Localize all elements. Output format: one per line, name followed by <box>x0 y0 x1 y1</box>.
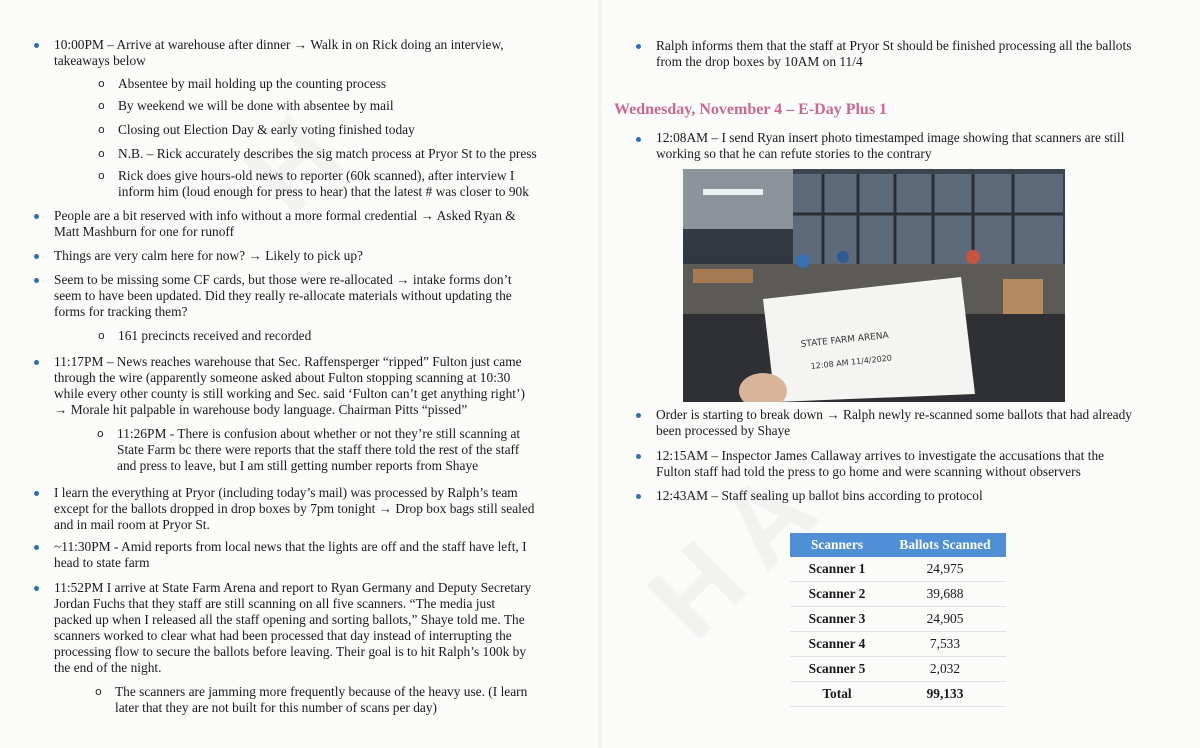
sub-bullet-marker: o <box>98 77 105 90</box>
scanner-name-cell: Scanner 3 <box>790 607 884 632</box>
bullet-marker <box>34 491 39 496</box>
table-header-scanners: Scanners <box>790 533 884 557</box>
bullet-text <box>656 488 983 504</box>
bullet-marker <box>34 43 39 48</box>
bullet-marker <box>34 214 39 219</box>
timestamped-photo <box>683 169 1065 402</box>
text-line: State Farm bc there were reports that the staff there told the rest of the staff <box>117 442 520 457</box>
text-line: Rick does give hours-old news to reporter (60k scanned), after interview I <box>118 168 515 183</box>
sub-bullet-text <box>118 168 529 200</box>
text-line: forms for tracking them? <box>54 304 188 319</box>
text-line: ~11:30PM - Amid reports from local news that the lights are off and the staff have left, I <box>54 539 527 554</box>
text-line: except for the ballots dropped in drop boxes by 7pm tonight → Drop box bags still sealed <box>54 501 535 516</box>
bullet-marker <box>636 454 641 459</box>
text-line: 11:52PM I arrive at State Farm Arena and report to Ryan Germany and Deputy Secretary <box>54 580 532 595</box>
text-line: Jordan Fuchs that they staff are still scanning on all five scanners. “The media just <box>54 596 496 611</box>
text-line: been processed by Shaye <box>656 423 791 438</box>
total-value-cell: 99,133 <box>884 682 1006 707</box>
text-line: 11:17PM – News reaches warehouse that Sec. Raffensperger “ripped” Fulton just came <box>54 354 522 369</box>
text-line: through the wire (apparently someone asked about Fulton stopping scanning at 10:30 <box>54 370 511 385</box>
sub-bullet-text <box>118 76 386 92</box>
bullet-text: 12:08AM – I send Ryan insert photo timestamped image showing that scanners are still working so that he can refute stories to the contrary <box>656 130 1125 161</box>
bullet-marker <box>34 360 39 365</box>
bullet-marker <box>34 254 39 259</box>
scanner-name-cell: Scanner 5 <box>790 657 884 682</box>
day-heading: Wednesday, November 4 – E-Day Plus 1 <box>614 101 888 118</box>
text-line: Absentee by mail holding up the counting process <box>118 76 387 91</box>
text-line: By weekend we will be done with absentee by mail <box>118 98 394 113</box>
table-row <box>790 632 1006 657</box>
sub-bullet-marker: o <box>97 427 104 440</box>
scanner-name-cell: Scanner 1 <box>790 557 884 582</box>
table-row <box>790 557 1006 582</box>
text-line: packed up when I released all the staff opening and sorting ballots,” Shaye told me. The <box>54 612 525 627</box>
warehouse-photo-illustration <box>683 169 1065 402</box>
ballots-scanned-cell: 39,688 <box>884 582 1006 607</box>
text-line: seem to have been updated. Did they really re-allocate materials without updating the <box>54 288 512 303</box>
bullet-marker <box>636 137 641 142</box>
bullet-marker <box>34 545 39 550</box>
sub-bullet-marker: o <box>98 147 105 160</box>
text-line: processing flow to secure the ballots before leaving. Their goal is to hit Ralph’s 100k by <box>54 644 527 659</box>
sub-bullet-text <box>118 146 537 162</box>
text-line: 161 precincts received and recorded <box>118 328 312 343</box>
photo-note-line-2: 12:08 AM 11/4/2020 <box>810 353 893 371</box>
scanner-name-cell: Scanner 2 <box>790 582 884 607</box>
bullet-marker <box>636 44 641 49</box>
text-line: head to state farm <box>54 555 150 570</box>
bullet-text <box>54 485 535 533</box>
table-header-ballots: Ballots Scanned <box>884 533 1006 557</box>
bullet-text <box>656 407 1132 439</box>
sub-bullet-text <box>118 98 394 114</box>
text-line: inform him (loud enough for press to hear) that the latest # was closer to 90k <box>118 184 529 199</box>
ballots-scanned-cell: 7,533 <box>884 632 1006 657</box>
table-row <box>790 582 1006 607</box>
text-line: later that they are not built for this number of scans per day) <box>115 700 438 715</box>
ballots-scanned-cell: 24,905 <box>884 607 1006 632</box>
sub-bullet-marker: o <box>98 169 105 182</box>
table-total-row <box>790 682 1006 707</box>
bullet-text <box>54 208 516 240</box>
text-line: Fulton staff had told the press to go home and were scanning without observers <box>656 464 1081 479</box>
sub-bullet-text <box>115 684 527 716</box>
sub-bullet-text <box>117 426 520 474</box>
text-line: the end of the night. <box>54 660 162 675</box>
bullet-text <box>54 539 527 571</box>
bullet-text <box>54 580 531 676</box>
text-line: scanners worked to clear what had been processed that day instead of interrupting the <box>54 628 512 643</box>
text-line: takeaways below <box>54 53 146 68</box>
text-line: 12:15AM – Inspector James Callaway arrives to investigate the accusations that the <box>656 448 1105 463</box>
table-row <box>790 657 1006 682</box>
bullet-marker <box>34 278 39 283</box>
bullet-marker <box>636 413 641 418</box>
text-line: and in mail room at Pryor St. <box>54 517 210 532</box>
text-line: 11:26PM - There is confusion about whether or not they’re still scanning at <box>117 426 521 441</box>
text-line: I learn the everything at Pryor (including today’s mail) was processed by Ralph’s team <box>54 485 518 500</box>
bullet-text: Ralph informs them that the staff at Pryor St should be finished processing all the ballots from the drop boxes by 10AM on 11/4 <box>656 38 1132 69</box>
text-line: Things are very calm here for now? → Likely to pick up? <box>54 248 363 263</box>
photo-note-line-1: STATE FARM ARENA <box>800 330 890 350</box>
text-line: N.B. – Rick accurately describes the sig match process at Pryor St to the press <box>118 146 537 161</box>
ballots-scanned-cell: 2,032 <box>884 657 1006 682</box>
table-row <box>790 607 1006 632</box>
text-line: People are a bit reserved with info without a more formal credential → Asked Ryan & <box>54 208 516 223</box>
text-line: Matt Mashburn for one for runoff <box>54 224 235 239</box>
sub-bullet-marker: o <box>98 329 105 342</box>
text-line: Seem to be missing some CF cards, but those were re-allocated → intake forms don’t <box>54 272 512 287</box>
bullet-text <box>54 354 525 418</box>
text-line: The scanners are jamming more frequently because of the heavy use. (I learn <box>115 684 528 699</box>
text-line: 12:43AM – Staff sealing up ballot bins according to protocol <box>656 488 983 503</box>
text-line: and press to leave, but I am still getting number reports from Shaye <box>117 458 479 473</box>
bullet-marker <box>636 494 641 499</box>
sub-bullet-marker: o <box>98 123 105 136</box>
text-line: Order is starting to break down → Ralph newly re-scanned some ballots that had already <box>656 407 1132 422</box>
text-line: Closing out Election Day & early voting finished today <box>118 122 415 137</box>
scanner-table <box>790 533 1006 707</box>
sub-bullet-text <box>118 328 311 344</box>
sub-bullet-text <box>118 122 415 138</box>
text-line: while every other county is still working and Sec. said ‘Fulton can’t get anything right’) <box>54 386 525 401</box>
bullet-text <box>54 272 512 320</box>
bullet-marker <box>34 586 39 591</box>
sub-bullet-marker: o <box>98 99 105 112</box>
bullet-text <box>54 37 504 69</box>
scanner-name-cell: Scanner 4 <box>790 632 884 657</box>
ballots-scanned-cell: 24,975 <box>884 557 1006 582</box>
right-page <box>600 0 1200 748</box>
bullet-text <box>656 448 1104 480</box>
total-label-cell: Total <box>790 682 884 707</box>
text-line: 10:00PM – Arrive at warehouse after dinner → Walk in on Rick doing an interview, <box>54 37 504 52</box>
bullet-text <box>54 248 363 264</box>
text-line: → Morale hit palpable in warehouse body language. Chairman Pitts “pissed” <box>54 402 468 417</box>
sub-bullet-marker: o <box>95 685 102 698</box>
